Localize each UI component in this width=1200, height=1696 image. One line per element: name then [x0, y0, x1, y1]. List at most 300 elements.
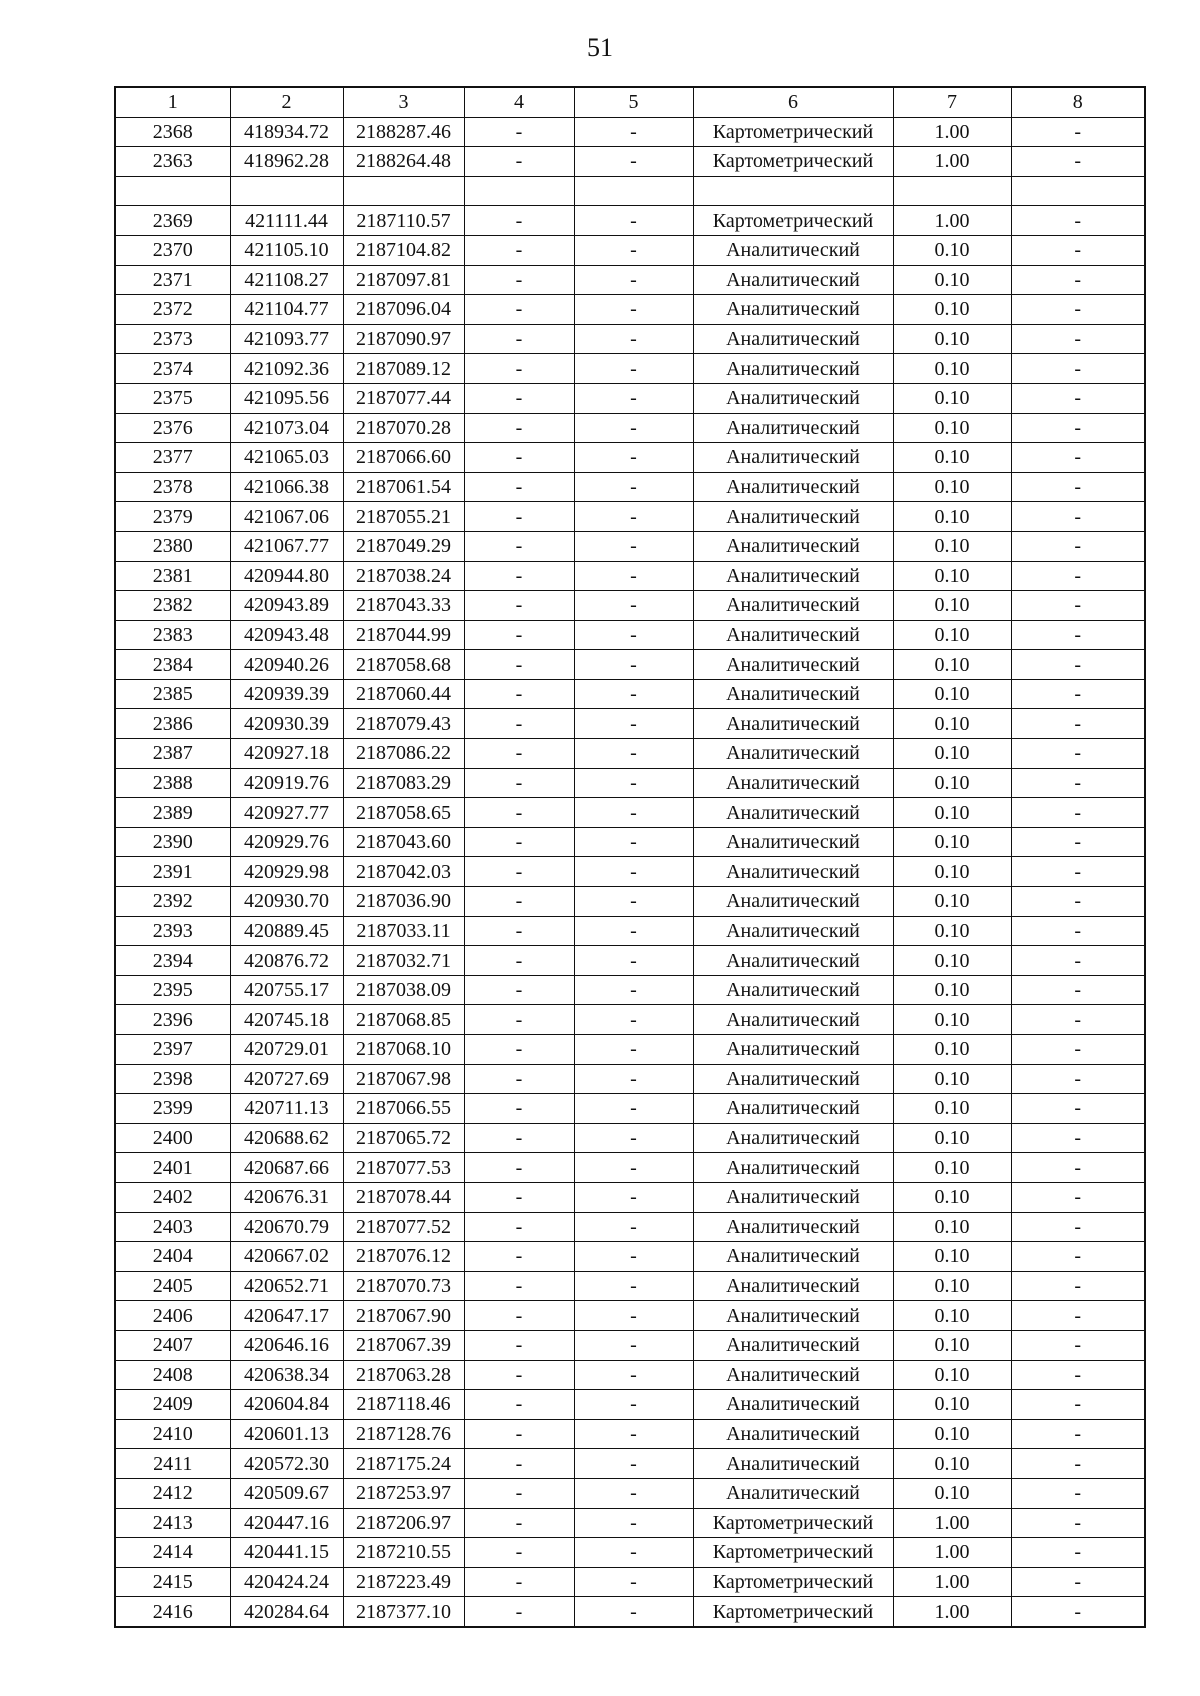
table-cell-col-4: -	[464, 235, 574, 265]
table-cell-col-3: 2187067.98	[343, 1064, 464, 1094]
table-cell-col-5: -	[574, 650, 693, 680]
table-cell-col-2: 420944.80	[230, 561, 343, 591]
table-cell-col-8: -	[1011, 798, 1145, 828]
table-cell-col-7: 1.00	[893, 206, 1011, 236]
table-cell-col-8: -	[1011, 235, 1145, 265]
table-cell-col-7: 0.10	[893, 1360, 1011, 1390]
table-cell-col-2: 420889.45	[230, 916, 343, 946]
table-cell-col-8: -	[1011, 1242, 1145, 1272]
table-row	[115, 502, 1145, 532]
table-cell-col-5: -	[574, 798, 693, 828]
table-cell-col-4	[464, 176, 574, 206]
table-cell-col-1: 2408	[115, 1360, 230, 1390]
table-row	[115, 1538, 1145, 1568]
table-cell-col-8: -	[1011, 1538, 1145, 1568]
table-cell-col-8: -	[1011, 206, 1145, 236]
table-cell-col-8: -	[1011, 1035, 1145, 1065]
table-cell-col-1: 2373	[115, 324, 230, 354]
table-row	[115, 1330, 1145, 1360]
table-cell-col-1: 2371	[115, 265, 230, 295]
table-cell-col-4: -	[464, 1242, 574, 1272]
table-cell-col-5: -	[574, 1094, 693, 1124]
table-cell-col-5: -	[574, 768, 693, 798]
table-cell-col-8: -	[1011, 443, 1145, 473]
table-cell-col-3: 2188287.46	[343, 117, 464, 147]
table-cell-col-2: 421095.56	[230, 383, 343, 413]
table-cell-col-6: Аналитический	[693, 561, 893, 591]
table-cell-col-5: -	[574, 1153, 693, 1183]
column-header-8: 8	[1011, 87, 1145, 117]
table-cell-col-2: 420647.17	[230, 1301, 343, 1331]
table-cell-col-8: -	[1011, 1360, 1145, 1390]
table-row	[115, 295, 1145, 325]
table-cell-col-3: 2187038.24	[343, 561, 464, 591]
table-cell-col-7: 0.10	[893, 1153, 1011, 1183]
table-cell-col-7: 0.10	[893, 591, 1011, 621]
table-row	[115, 1597, 1145, 1627]
table-cell-col-4: -	[464, 383, 574, 413]
table-cell-col-7: 0.10	[893, 1182, 1011, 1212]
table-cell-col-7: 0.10	[893, 295, 1011, 325]
table-cell-col-1: 2393	[115, 916, 230, 946]
table-cell-col-7: 0.10	[893, 235, 1011, 265]
table-cell-col-5: -	[574, 1597, 693, 1627]
table-cell-col-2: 420604.84	[230, 1390, 343, 1420]
table-cell-col-5: -	[574, 591, 693, 621]
table-row	[115, 1064, 1145, 1094]
table-cell-col-5: -	[574, 502, 693, 532]
table-cell-col-4: -	[464, 1064, 574, 1094]
table-cell-col-7: 0.10	[893, 857, 1011, 887]
table-cell-col-1	[115, 176, 230, 206]
table-cell-col-1: 2378	[115, 472, 230, 502]
table-cell-col-1: 2416	[115, 1597, 230, 1627]
table-cell-col-4: -	[464, 946, 574, 976]
table-cell-col-4: -	[464, 1449, 574, 1479]
table-cell-col-2: 421108.27	[230, 265, 343, 295]
table-cell-col-3: 2187079.43	[343, 709, 464, 739]
table-row	[115, 1153, 1145, 1183]
table-cell-col-5: -	[574, 709, 693, 739]
table-cell-col-2: 421092.36	[230, 354, 343, 384]
table-cell-col-8: -	[1011, 768, 1145, 798]
table-cell-col-4: -	[464, 798, 574, 828]
table-cell-col-3: 2187077.53	[343, 1153, 464, 1183]
table-cell-col-5: -	[574, 472, 693, 502]
table-row	[115, 324, 1145, 354]
column-header-2: 2	[230, 87, 343, 117]
table-cell-col-8: -	[1011, 383, 1145, 413]
table-cell-col-4: -	[464, 1212, 574, 1242]
table-cell-col-2: 421073.04	[230, 413, 343, 443]
table-cell-col-6: Аналитический	[693, 679, 893, 709]
table-cell-col-8: -	[1011, 1212, 1145, 1242]
table-row	[115, 1478, 1145, 1508]
table-cell-col-2: 420284.64	[230, 1597, 343, 1627]
table-cell-col-3: 2187067.90	[343, 1301, 464, 1331]
table-cell-col-1: 2403	[115, 1212, 230, 1242]
table-cell-col-5: -	[574, 383, 693, 413]
table-cell-col-1: 2379	[115, 502, 230, 532]
table-cell-col-4: -	[464, 354, 574, 384]
table-cell-col-6: Аналитический	[693, 768, 893, 798]
table-cell-col-1: 2374	[115, 354, 230, 384]
table-row	[115, 1005, 1145, 1035]
table-row	[115, 413, 1145, 443]
table-cell-col-4: -	[464, 1182, 574, 1212]
table-cell-col-7: 0.10	[893, 1123, 1011, 1153]
table-cell-col-1: 2414	[115, 1538, 230, 1568]
table-cell-col-1: 2368	[115, 117, 230, 147]
table-cell-col-4: -	[464, 768, 574, 798]
table-row	[115, 620, 1145, 650]
table-cell-col-5: -	[574, 117, 693, 147]
table-cell-col-6: Аналитический	[693, 295, 893, 325]
table-row	[115, 235, 1145, 265]
table-cell-col-7: 0.10	[893, 1390, 1011, 1420]
table-cell-col-8: -	[1011, 1094, 1145, 1124]
table-cell-col-7: 0.10	[893, 709, 1011, 739]
table-cell-col-7: 0.10	[893, 1035, 1011, 1065]
table-row	[115, 147, 1145, 177]
table-cell-col-2: 420927.18	[230, 739, 343, 769]
table-cell-col-8: -	[1011, 1419, 1145, 1449]
table-row	[115, 679, 1145, 709]
table-cell-col-7: 0.10	[893, 946, 1011, 976]
table-cell-col-2: 420745.18	[230, 1005, 343, 1035]
table-cell-col-8: -	[1011, 887, 1145, 917]
table-cell-col-6: Аналитический	[693, 650, 893, 680]
table-cell-col-8	[1011, 176, 1145, 206]
table-cell-col-3	[343, 176, 464, 206]
table-cell-col-6: Аналитический	[693, 857, 893, 887]
table-cell-col-5: -	[574, 1123, 693, 1153]
table-cell-col-1: 2413	[115, 1508, 230, 1538]
table-cell-col-5: -	[574, 975, 693, 1005]
table-cell-col-5: -	[574, 1419, 693, 1449]
table-cell-col-6: Аналитический	[693, 1478, 893, 1508]
column-header-1: 1	[115, 87, 230, 117]
table-cell-col-2: 421105.10	[230, 235, 343, 265]
table-cell-col-7: 1.00	[893, 1567, 1011, 1597]
table-cell-col-8: -	[1011, 916, 1145, 946]
table-cell-col-2: 420755.17	[230, 975, 343, 1005]
table-cell-col-3: 2187128.76	[343, 1419, 464, 1449]
table-cell-col-2: 420943.48	[230, 620, 343, 650]
table-cell-col-6: Аналитический	[693, 1005, 893, 1035]
table-row	[115, 739, 1145, 769]
table-cell-col-6: Аналитический	[693, 1094, 893, 1124]
table-cell-col-8: -	[1011, 1567, 1145, 1597]
table-cell-col-7: 0.10	[893, 1301, 1011, 1331]
table-row	[115, 1390, 1145, 1420]
table-cell-col-7: 0.10	[893, 354, 1011, 384]
table-cell-col-5: -	[574, 265, 693, 295]
table-cell-col-7: 0.10	[893, 679, 1011, 709]
table-cell-col-6: Картометрический	[693, 1508, 893, 1538]
table-cell-col-1: 2397	[115, 1035, 230, 1065]
table-cell-col-3: 2187104.82	[343, 235, 464, 265]
table-row	[115, 1301, 1145, 1331]
table-cell-col-8: -	[1011, 739, 1145, 769]
table-cell-col-1: 2400	[115, 1123, 230, 1153]
table-cell-col-6: Аналитический	[693, 383, 893, 413]
table-cell-col-6: Картометрический	[693, 147, 893, 177]
table-cell-col-1: 2415	[115, 1567, 230, 1597]
table-cell-col-6: Аналитический	[693, 739, 893, 769]
column-header-3: 3	[343, 87, 464, 117]
table-cell-col-6: Аналитический	[693, 916, 893, 946]
table-cell-col-3: 2187097.81	[343, 265, 464, 295]
table-cell-col-5: -	[574, 1478, 693, 1508]
table-cell-col-8: -	[1011, 1182, 1145, 1212]
table-cell-col-1: 2405	[115, 1271, 230, 1301]
table-header	[115, 87, 1145, 117]
table-cell-col-7: 1.00	[893, 117, 1011, 147]
table-cell-col-5: -	[574, 1182, 693, 1212]
table-cell-col-7: 0.10	[893, 531, 1011, 561]
table-cell-col-6: Аналитический	[693, 1064, 893, 1094]
table-cell-col-4: -	[464, 1330, 574, 1360]
table-cell-col-1: 2412	[115, 1478, 230, 1508]
table-cell-col-7: 0.10	[893, 324, 1011, 354]
table-cell-col-3: 2187068.85	[343, 1005, 464, 1035]
table-cell-col-3: 2187077.44	[343, 383, 464, 413]
table-cell-col-8: -	[1011, 975, 1145, 1005]
table-cell-col-7: 0.10	[893, 739, 1011, 769]
table-cell-col-6: Картометрический	[693, 1567, 893, 1597]
table-cell-col-1: 2381	[115, 561, 230, 591]
table-cell-col-2: 420670.79	[230, 1212, 343, 1242]
table-cell-col-5: -	[574, 413, 693, 443]
table-cell-col-2: 421093.77	[230, 324, 343, 354]
table-cell-col-4: -	[464, 1567, 574, 1597]
table-cell-col-5: -	[574, 1212, 693, 1242]
table-cell-col-4: -	[464, 147, 574, 177]
table-cell-col-7: 1.00	[893, 1597, 1011, 1627]
table-cell-col-2: 420711.13	[230, 1094, 343, 1124]
table-cell-col-3: 2187078.44	[343, 1182, 464, 1212]
table-cell-col-3: 2187061.54	[343, 472, 464, 502]
table-row	[115, 946, 1145, 976]
table-cell-col-7: 0.10	[893, 1005, 1011, 1035]
table-row	[115, 1094, 1145, 1124]
table-cell-col-4: -	[464, 1538, 574, 1568]
table-cell-col-1: 2410	[115, 1419, 230, 1449]
table-cell-col-3: 2187175.24	[343, 1449, 464, 1479]
table-cell-col-4: -	[464, 1478, 574, 1508]
table-cell-col-6: Аналитический	[693, 887, 893, 917]
table-row	[115, 798, 1145, 828]
table-row	[115, 206, 1145, 236]
table-cell-col-4: -	[464, 265, 574, 295]
table-cell-col-1: 2386	[115, 709, 230, 739]
table-cell-col-6: Аналитический	[693, 1271, 893, 1301]
table-row	[115, 591, 1145, 621]
table-cell-col-8: -	[1011, 1123, 1145, 1153]
table-cell-col-4: -	[464, 739, 574, 769]
table-cell-col-7: 0.10	[893, 975, 1011, 1005]
table-cell-col-1: 2390	[115, 827, 230, 857]
table-cell-col-8: -	[1011, 857, 1145, 887]
table-cell-col-6: Аналитический	[693, 531, 893, 561]
table-cell-col-5: -	[574, 1271, 693, 1301]
table-cell-col-6: Аналитический	[693, 1153, 893, 1183]
table-cell-col-8: -	[1011, 147, 1145, 177]
table-cell-col-1: 2396	[115, 1005, 230, 1035]
table-cell-col-3: 2187067.39	[343, 1330, 464, 1360]
table-cell-col-2: 420652.71	[230, 1271, 343, 1301]
table-cell-col-7	[893, 176, 1011, 206]
table-cell-col-5: -	[574, 946, 693, 976]
table-cell-col-6: Аналитический	[693, 798, 893, 828]
table-cell-col-7: 0.10	[893, 768, 1011, 798]
table-cell-col-3: 2187089.12	[343, 354, 464, 384]
table-cell-col-8: -	[1011, 1597, 1145, 1627]
table-cell-col-6: Аналитический	[693, 709, 893, 739]
table-cell-col-2: 420939.39	[230, 679, 343, 709]
table-cell-col-1: 2370	[115, 235, 230, 265]
table-cell-col-2: 420638.34	[230, 1360, 343, 1390]
table-row	[115, 650, 1145, 680]
table-cell-col-2: 420424.24	[230, 1567, 343, 1597]
table-cell-col-4: -	[464, 1035, 574, 1065]
table-cell-col-5: -	[574, 857, 693, 887]
table-cell-col-7: 1.00	[893, 1508, 1011, 1538]
table-row	[115, 709, 1145, 739]
table-cell-col-3: 2187060.44	[343, 679, 464, 709]
table-cell-col-6: Аналитический	[693, 1449, 893, 1479]
table-cell-col-5: -	[574, 916, 693, 946]
table-cell-col-5: -	[574, 354, 693, 384]
column-header-6: 6	[693, 87, 893, 117]
table-row	[115, 561, 1145, 591]
table-cell-col-8: -	[1011, 1390, 1145, 1420]
table-cell-col-7: 0.10	[893, 1242, 1011, 1272]
table-cell-col-6: Картометрический	[693, 117, 893, 147]
table-cell-col-7: 0.10	[893, 827, 1011, 857]
table-cell-col-8: -	[1011, 591, 1145, 621]
table-cell-col-1: 2376	[115, 413, 230, 443]
table-cell-col-5: -	[574, 620, 693, 650]
table-cell-col-1: 2363	[115, 147, 230, 177]
table-row	[115, 1449, 1145, 1479]
table-cell-col-2: 420687.66	[230, 1153, 343, 1183]
table-cell-col-4: -	[464, 1597, 574, 1627]
table-cell-col-1: 2395	[115, 975, 230, 1005]
table-cell-col-3: 2187096.04	[343, 295, 464, 325]
table-cell-col-7: 0.10	[893, 887, 1011, 917]
table-cell-col-8: -	[1011, 679, 1145, 709]
table-cell-col-4: -	[464, 1390, 574, 1420]
table-cell-col-3: 2187206.97	[343, 1508, 464, 1538]
table-row	[115, 1242, 1145, 1272]
table-cell-col-7: 1.00	[893, 1538, 1011, 1568]
table-cell-col-5: -	[574, 1538, 693, 1568]
table-cell-col-3: 2187036.90	[343, 887, 464, 917]
table-cell-col-6: Аналитический	[693, 1360, 893, 1390]
table-cell-col-4: -	[464, 620, 574, 650]
table-cell-col-1: 2401	[115, 1153, 230, 1183]
table-row	[115, 1182, 1145, 1212]
table-cell-col-3: 2187044.99	[343, 620, 464, 650]
table-cell-col-6: Аналитический	[693, 620, 893, 650]
table-cell-col-4: -	[464, 1153, 574, 1183]
table-row	[115, 857, 1145, 887]
table-cell-col-2: 420601.13	[230, 1419, 343, 1449]
table-cell-col-2: 420930.70	[230, 887, 343, 917]
table-cell-col-2: 421067.77	[230, 531, 343, 561]
table-cell-col-1: 2407	[115, 1330, 230, 1360]
table-cell-col-3: 2187110.57	[343, 206, 464, 236]
table-cell-col-4: -	[464, 117, 574, 147]
table-cell-col-6: Аналитический	[693, 1182, 893, 1212]
table-cell-col-3: 2187043.33	[343, 591, 464, 621]
table-cell-col-4: -	[464, 857, 574, 887]
table-cell-col-5: -	[574, 827, 693, 857]
table-cell-col-8: -	[1011, 1064, 1145, 1094]
table-cell-col-8: -	[1011, 620, 1145, 650]
table-cell-col-5: -	[574, 147, 693, 177]
table-cell-col-5: -	[574, 1064, 693, 1094]
table-cell-col-3: 2187058.68	[343, 650, 464, 680]
table-cell-col-1: 2402	[115, 1182, 230, 1212]
table-cell-col-8: -	[1011, 1449, 1145, 1479]
table-cell-col-7: 0.10	[893, 413, 1011, 443]
table-cell-col-2: 420929.98	[230, 857, 343, 887]
table-cell-col-3: 2187077.52	[343, 1212, 464, 1242]
table-cell-col-5: -	[574, 531, 693, 561]
table-cell-col-3: 2187118.46	[343, 1390, 464, 1420]
table-cell-col-4: -	[464, 827, 574, 857]
table-cell-col-8: -	[1011, 324, 1145, 354]
table-row	[115, 1271, 1145, 1301]
table-cell-col-5: -	[574, 679, 693, 709]
table-cell-col-1: 2391	[115, 857, 230, 887]
table-cell-col-1: 2383	[115, 620, 230, 650]
table-cell-col-2: 420927.77	[230, 798, 343, 828]
table-cell-col-8: -	[1011, 561, 1145, 591]
table-cell-col-5: -	[574, 561, 693, 591]
table-cell-col-2: 420943.89	[230, 591, 343, 621]
table-row	[115, 531, 1145, 561]
table-row	[115, 768, 1145, 798]
table-cell-col-8: -	[1011, 295, 1145, 325]
table-cell-col-7: 0.10	[893, 798, 1011, 828]
table-cell-col-3: 2187038.09	[343, 975, 464, 1005]
table-cell-col-8: -	[1011, 1478, 1145, 1508]
table-cell-col-6: Аналитический	[693, 443, 893, 473]
table-cell-col-7: 0.10	[893, 561, 1011, 591]
table-cell-col-7: 0.10	[893, 383, 1011, 413]
table-cell-col-6: Аналитический	[693, 265, 893, 295]
table-cell-col-1: 2372	[115, 295, 230, 325]
table-row	[115, 887, 1145, 917]
table-body	[115, 117, 1145, 1627]
table-cell-col-3: 2187055.21	[343, 502, 464, 532]
table-cell-col-3: 2187066.60	[343, 443, 464, 473]
table-cell-col-5: -	[574, 1390, 693, 1420]
table-cell-col-1: 2398	[115, 1064, 230, 1094]
table-cell-col-7: 0.10	[893, 1094, 1011, 1124]
table-cell-col-6: Аналитический	[693, 354, 893, 384]
table-row	[115, 1035, 1145, 1065]
table-cell-col-6: Аналитический	[693, 324, 893, 354]
table-cell-col-4: -	[464, 916, 574, 946]
table-cell-col-2: 420676.31	[230, 1182, 343, 1212]
table-cell-col-3: 2188264.48	[343, 147, 464, 177]
table-cell-col-7: 0.10	[893, 1271, 1011, 1301]
